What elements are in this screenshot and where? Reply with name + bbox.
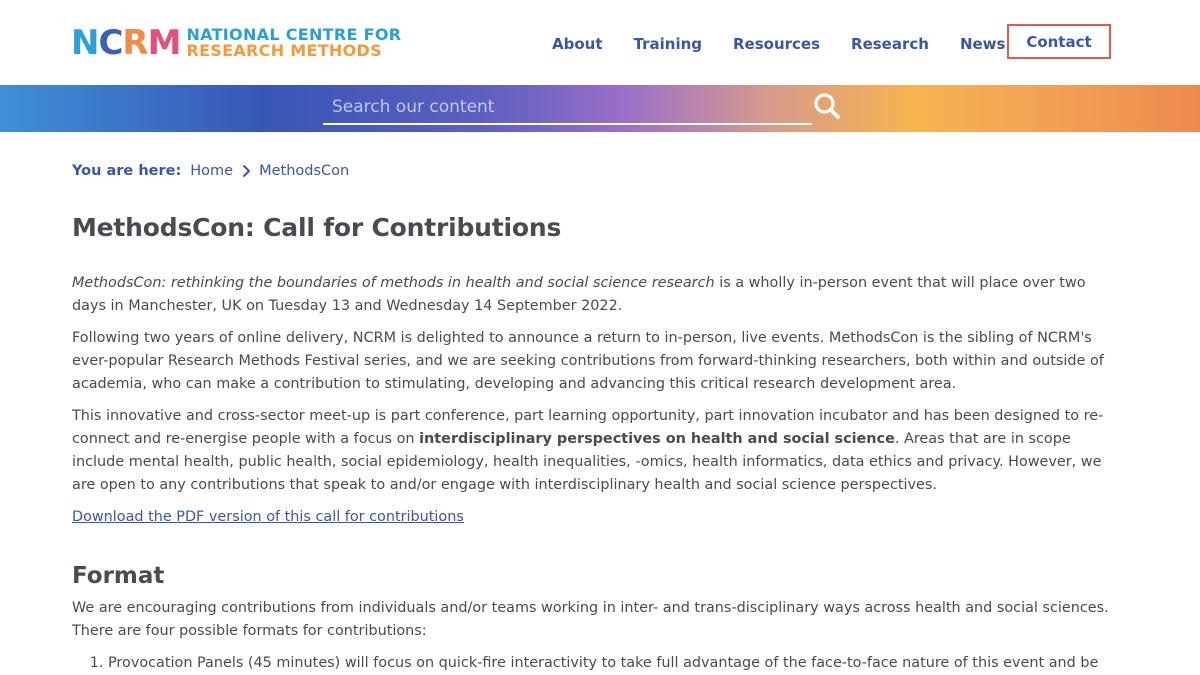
search-band bbox=[0, 85, 1200, 132]
nav-about[interactable]: About bbox=[552, 35, 603, 53]
breadcrumb bbox=[72, 162, 1117, 180]
intro-event-title: MethodsCon: rethinking the boundaries of methods in health and social science research bbox=[72, 275, 715, 291]
list-item: 1. Provocation Panels (45 minutes) will focus on quick-fire interactivity to take full advantage of the face-to-face nature of this event and be bbox=[108, 652, 1117, 675]
search-icon[interactable] bbox=[813, 92, 841, 120]
nav-training[interactable]: Training bbox=[633, 35, 702, 53]
intro-paragraph bbox=[72, 272, 1117, 318]
logo-text bbox=[186, 27, 401, 59]
search-input[interactable] bbox=[323, 93, 812, 121]
breadcrumb-home[interactable]: Home bbox=[190, 163, 234, 179]
logo-mark bbox=[71, 23, 181, 63]
paragraph-return: Following two years of online delivery, NCRM is delighted to announce a return to in-person, live events. MethodsCon is the sibling of NCRM's ever-popular Research Methods Festival series, and we are seeking contributions from forward-thinking researchers, both within and outside of academia, who can make a contribution to stimulating, developing and advancing this critical research development area. bbox=[72, 330, 1104, 392]
breadcrumb-methodscon[interactable]: MethodsCon bbox=[259, 163, 350, 179]
paragraph-scope bbox=[72, 405, 1117, 497]
scope-emphasis: interdisciplinary perspectives on health and social science bbox=[419, 431, 895, 447]
page-title: MethodsCon: Call for Contributions bbox=[72, 213, 562, 242]
nav-resources[interactable]: Resources bbox=[733, 35, 821, 53]
format-list bbox=[72, 652, 1117, 675]
search-field bbox=[323, 93, 812, 125]
ncrm-logo[interactable] bbox=[71, 23, 402, 63]
logo-letter-r: R bbox=[122, 23, 148, 63]
format-heading: Format bbox=[72, 563, 165, 589]
nav-news[interactable]: News bbox=[959, 35, 1006, 53]
logo-line-2: RESEARCH METHODS bbox=[186, 41, 382, 60]
scope-text-a: This innovative and cross-sector meet-up is part conference, part learning opportunity, part innovation incubator and has been designed to re-connect and re-energise people with a focus on bbox=[72, 408, 1104, 447]
contact-button[interactable]: Contact bbox=[1007, 24, 1111, 59]
breadcrumb-label: You are here: bbox=[72, 163, 182, 179]
download-pdf-link[interactable]: Download the PDF version of this call for contributions bbox=[72, 509, 464, 525]
main-content bbox=[72, 132, 1117, 675]
logo-letter-c: C bbox=[98, 23, 123, 63]
nav-research[interactable]: Research bbox=[851, 35, 929, 53]
logo-line-1: NATIONAL CENTRE FOR bbox=[186, 25, 402, 44]
format-paragraph: We are encouraging contributions from individuals and/or teams working in inter- and trans-disciplinary ways across health and social sciences. There are four possible formats for contributions: bbox=[72, 600, 1109, 639]
scope-text-b: . Areas that are in scope include mental health, public health, social epidemiology, health inequalities, -omics, health informatics, data ethics and privacy. However, we are open to any contributions that speak to and/or engage with interdisciplinary health and social science perspectives. bbox=[72, 431, 1102, 493]
logo-letter-m: M bbox=[147, 23, 181, 63]
intro-text: is a wholly in-person event that will place over two days in Manchester, UK on Tuesday 13 and Wednesday 14 September 2022. bbox=[72, 275, 1086, 314]
site-header bbox=[0, 0, 1200, 85]
logo-letter-n: N bbox=[71, 23, 99, 63]
chevron-right-icon bbox=[242, 164, 251, 178]
main-nav bbox=[552, 35, 1036, 53]
